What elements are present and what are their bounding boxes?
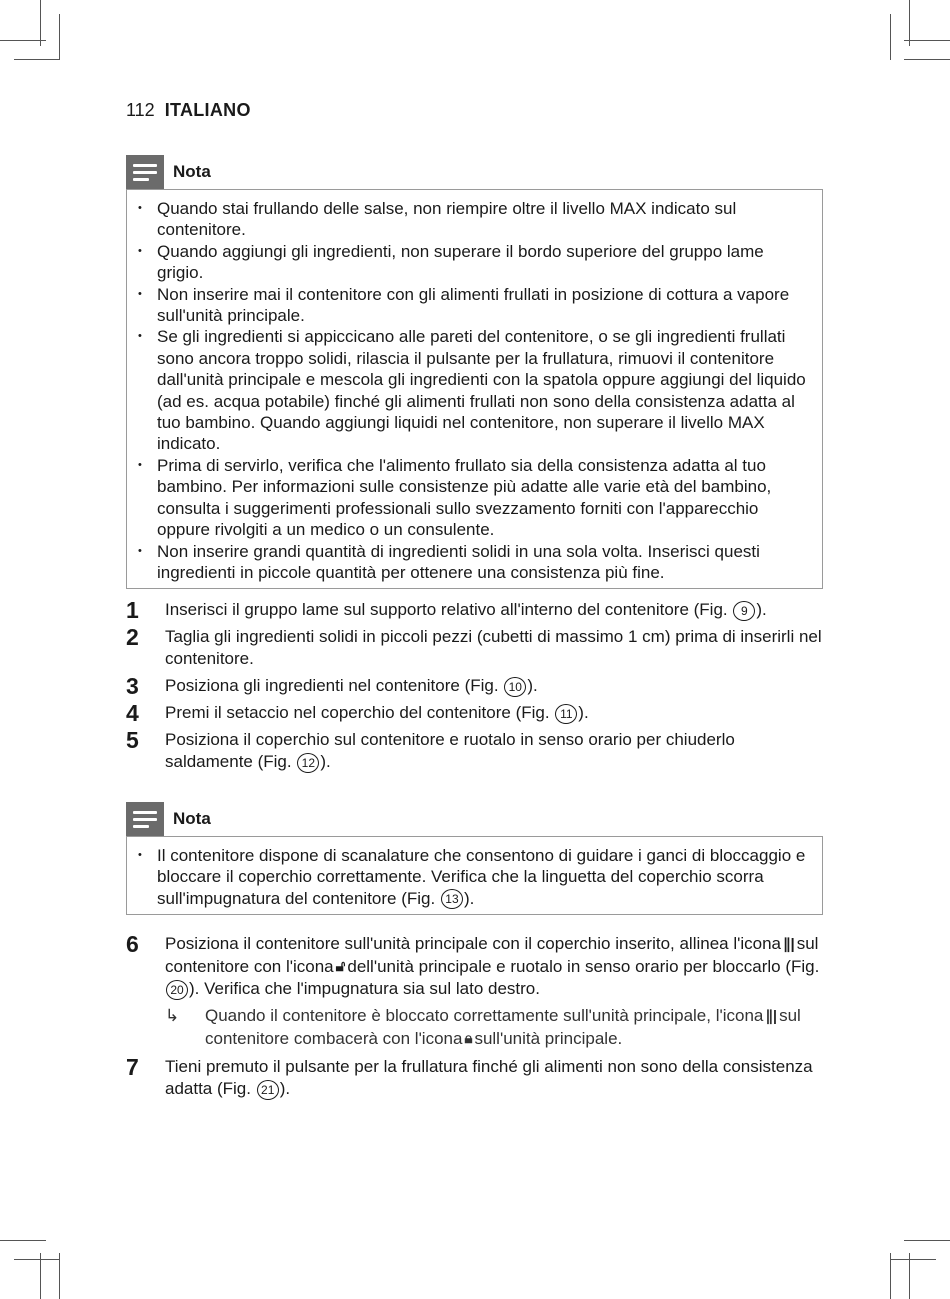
note-item: • Prima di servirlo, verifica che l'alimento frullato sia della consistenza adatta al tuo bambino. Per informazioni sulle consistenze più adatte alle varie età del bambino, consulta i suggerimenti professionali sullo svezzamento forniti con l'apparecchio oppure rivolgiti a un medico o un consulente. (137, 455, 812, 541)
note-item: • Se gli ingredienti si appiccicano alle pareti del contenitore, o se gli ingredienti frullati sono ancora troppo solidi, rilascia il pulsante per la frullatura, rimuovi il contenitore dall'unità principale e mescola gli ingredienti con la spatola oppure aggiungi del liquido (ad es. acqua potabile) finché gli alimenti frullati non sono della consistenza adatta al tuo bambino. Quando aggiungi liquidi nel contenitore, non superare il livello MAX indicato. (137, 326, 812, 454)
crop-mark (59, 1253, 60, 1299)
crop-mark (904, 59, 950, 60)
crop-mark (890, 1259, 936, 1260)
step-text: Premi il setaccio nel coperchio del contenitore (Fig. 11 ). (165, 703, 589, 722)
step-text: Inserisci il gruppo lame sul supporto relativo all'interno del contenitore (Fig. 9 ). (165, 600, 767, 619)
note-header (126, 802, 823, 836)
note-item: • Quando stai frullando delle salse, non riempire oltre il livello MAX indicato sul contenitore. (137, 198, 812, 241)
crop-mark (904, 1240, 950, 1241)
step-4 (126, 702, 826, 724)
figure-ref: 11 (555, 704, 577, 724)
steps-list-b (126, 933, 826, 1105)
note-icon (126, 802, 164, 836)
crop-mark (890, 1253, 891, 1299)
step-text: Posiziona il coperchio sul contenitore e ruotalo in senso orario per chiuderlo saldamente (Fig. 12 ). (165, 730, 735, 771)
crop-mark (59, 14, 60, 60)
lock-align-icon: ∥| (765, 1007, 778, 1025)
step-number: 2 (126, 624, 139, 650)
steps-list-a (126, 599, 826, 778)
step-1 (126, 599, 826, 621)
note-content (126, 836, 823, 915)
crop-mark (904, 40, 950, 41)
note-item: • Non inserire grandi quantità di ingredienti solidi in una sola volta. Inserisci questi ingredienti in piccole quantità per ottenere una consistenza più fine. (137, 541, 812, 584)
note-item: • Quando aggiungi gli ingredienti, non superare il bordo superiore del gruppo lame grigio. (137, 241, 812, 284)
step-6 (126, 933, 826, 1000)
crop-mark (909, 0, 910, 46)
figure-ref: 21 (257, 1080, 279, 1100)
crop-mark (890, 14, 891, 60)
result-text: Quando il contenitore è bloccato correttamente sull'unità principale, l'icona ∥| sul contenitore combacerà con l'icona 🔒︎ sull'unità principale. (205, 1005, 826, 1050)
locked-padlock-icon: 🔒︎ (464, 1030, 473, 1048)
step-number: 4 (126, 700, 139, 726)
unlock-align-icon: ∥| (783, 935, 795, 953)
note-item: • Il contenitore dispone di scanalature che consentono di guidare i ganci di bloccaggio e bloccare il coperchio correttamente. Verifica che la linguetta del coperchio scorra sull'impugnatura del contenitore (Fig. 13 ). (137, 845, 812, 909)
step-2 (126, 626, 826, 670)
step-5 (126, 729, 826, 773)
unlocked-padlock-icon: 🔓︎ (335, 958, 346, 976)
step-text: Tieni premuto il pulsante per la frullatura finché gli alimenti non sono della consistenza adatta (Fig. 21 ). (165, 1057, 813, 1099)
crop-mark (14, 59, 60, 60)
crop-mark (40, 0, 41, 46)
note-content (126, 189, 823, 589)
figure-ref: 13 (441, 889, 463, 909)
step-number: 6 (126, 931, 139, 957)
step-number: 3 (126, 673, 139, 699)
note-title: Nota (173, 162, 211, 181)
crop-mark (909, 1253, 910, 1299)
step-3 (126, 675, 826, 697)
figure-ref: 10 (504, 677, 526, 697)
step-text: Posiziona il contenitore sull'unità principale con il coperchio inserito, allinea l'icona ∥| sul contenitore con l'icona 🔓︎ dell'unità principale e ruotalo in senso orario per bloccarlo (Fig. 20 ). Verifica che l'impugnatura sia sul lato destro. (165, 934, 820, 999)
note-icon (126, 155, 164, 189)
step-number: 1 (126, 597, 139, 623)
crop-mark (40, 1253, 41, 1299)
step-number: 5 (126, 727, 139, 753)
note-box-1 (126, 155, 823, 589)
step-6-result (165, 1005, 826, 1050)
note-header (126, 155, 823, 189)
page-header (126, 100, 251, 121)
step-number: 7 (126, 1054, 139, 1081)
figure-ref: 12 (297, 753, 319, 773)
result-arrow-icon: ↳ (165, 1006, 180, 1026)
step-text: Taglia gli ingredienti solidi in piccoli pezzi (cubetti di massimo 1 cm) prima di inserirli nel contenitore. (165, 627, 822, 668)
note-item: • Non inserire mai il contenitore con gli alimenti frullati in posizione di cottura a vapore sull'unità principale. (137, 284, 812, 327)
step-7 (126, 1056, 826, 1100)
note-box-2 (126, 802, 823, 915)
figure-ref: 9 (733, 601, 755, 621)
note-title: Nota (173, 809, 211, 828)
crop-mark (0, 1240, 46, 1241)
language-title: ITALIANO (164, 100, 251, 120)
figure-ref: 20 (166, 980, 188, 1000)
page-number: 112 (126, 100, 155, 120)
crop-mark (14, 1259, 60, 1260)
step-text: Posiziona gli ingredienti nel contenitore (Fig. 10 ). (165, 676, 538, 695)
